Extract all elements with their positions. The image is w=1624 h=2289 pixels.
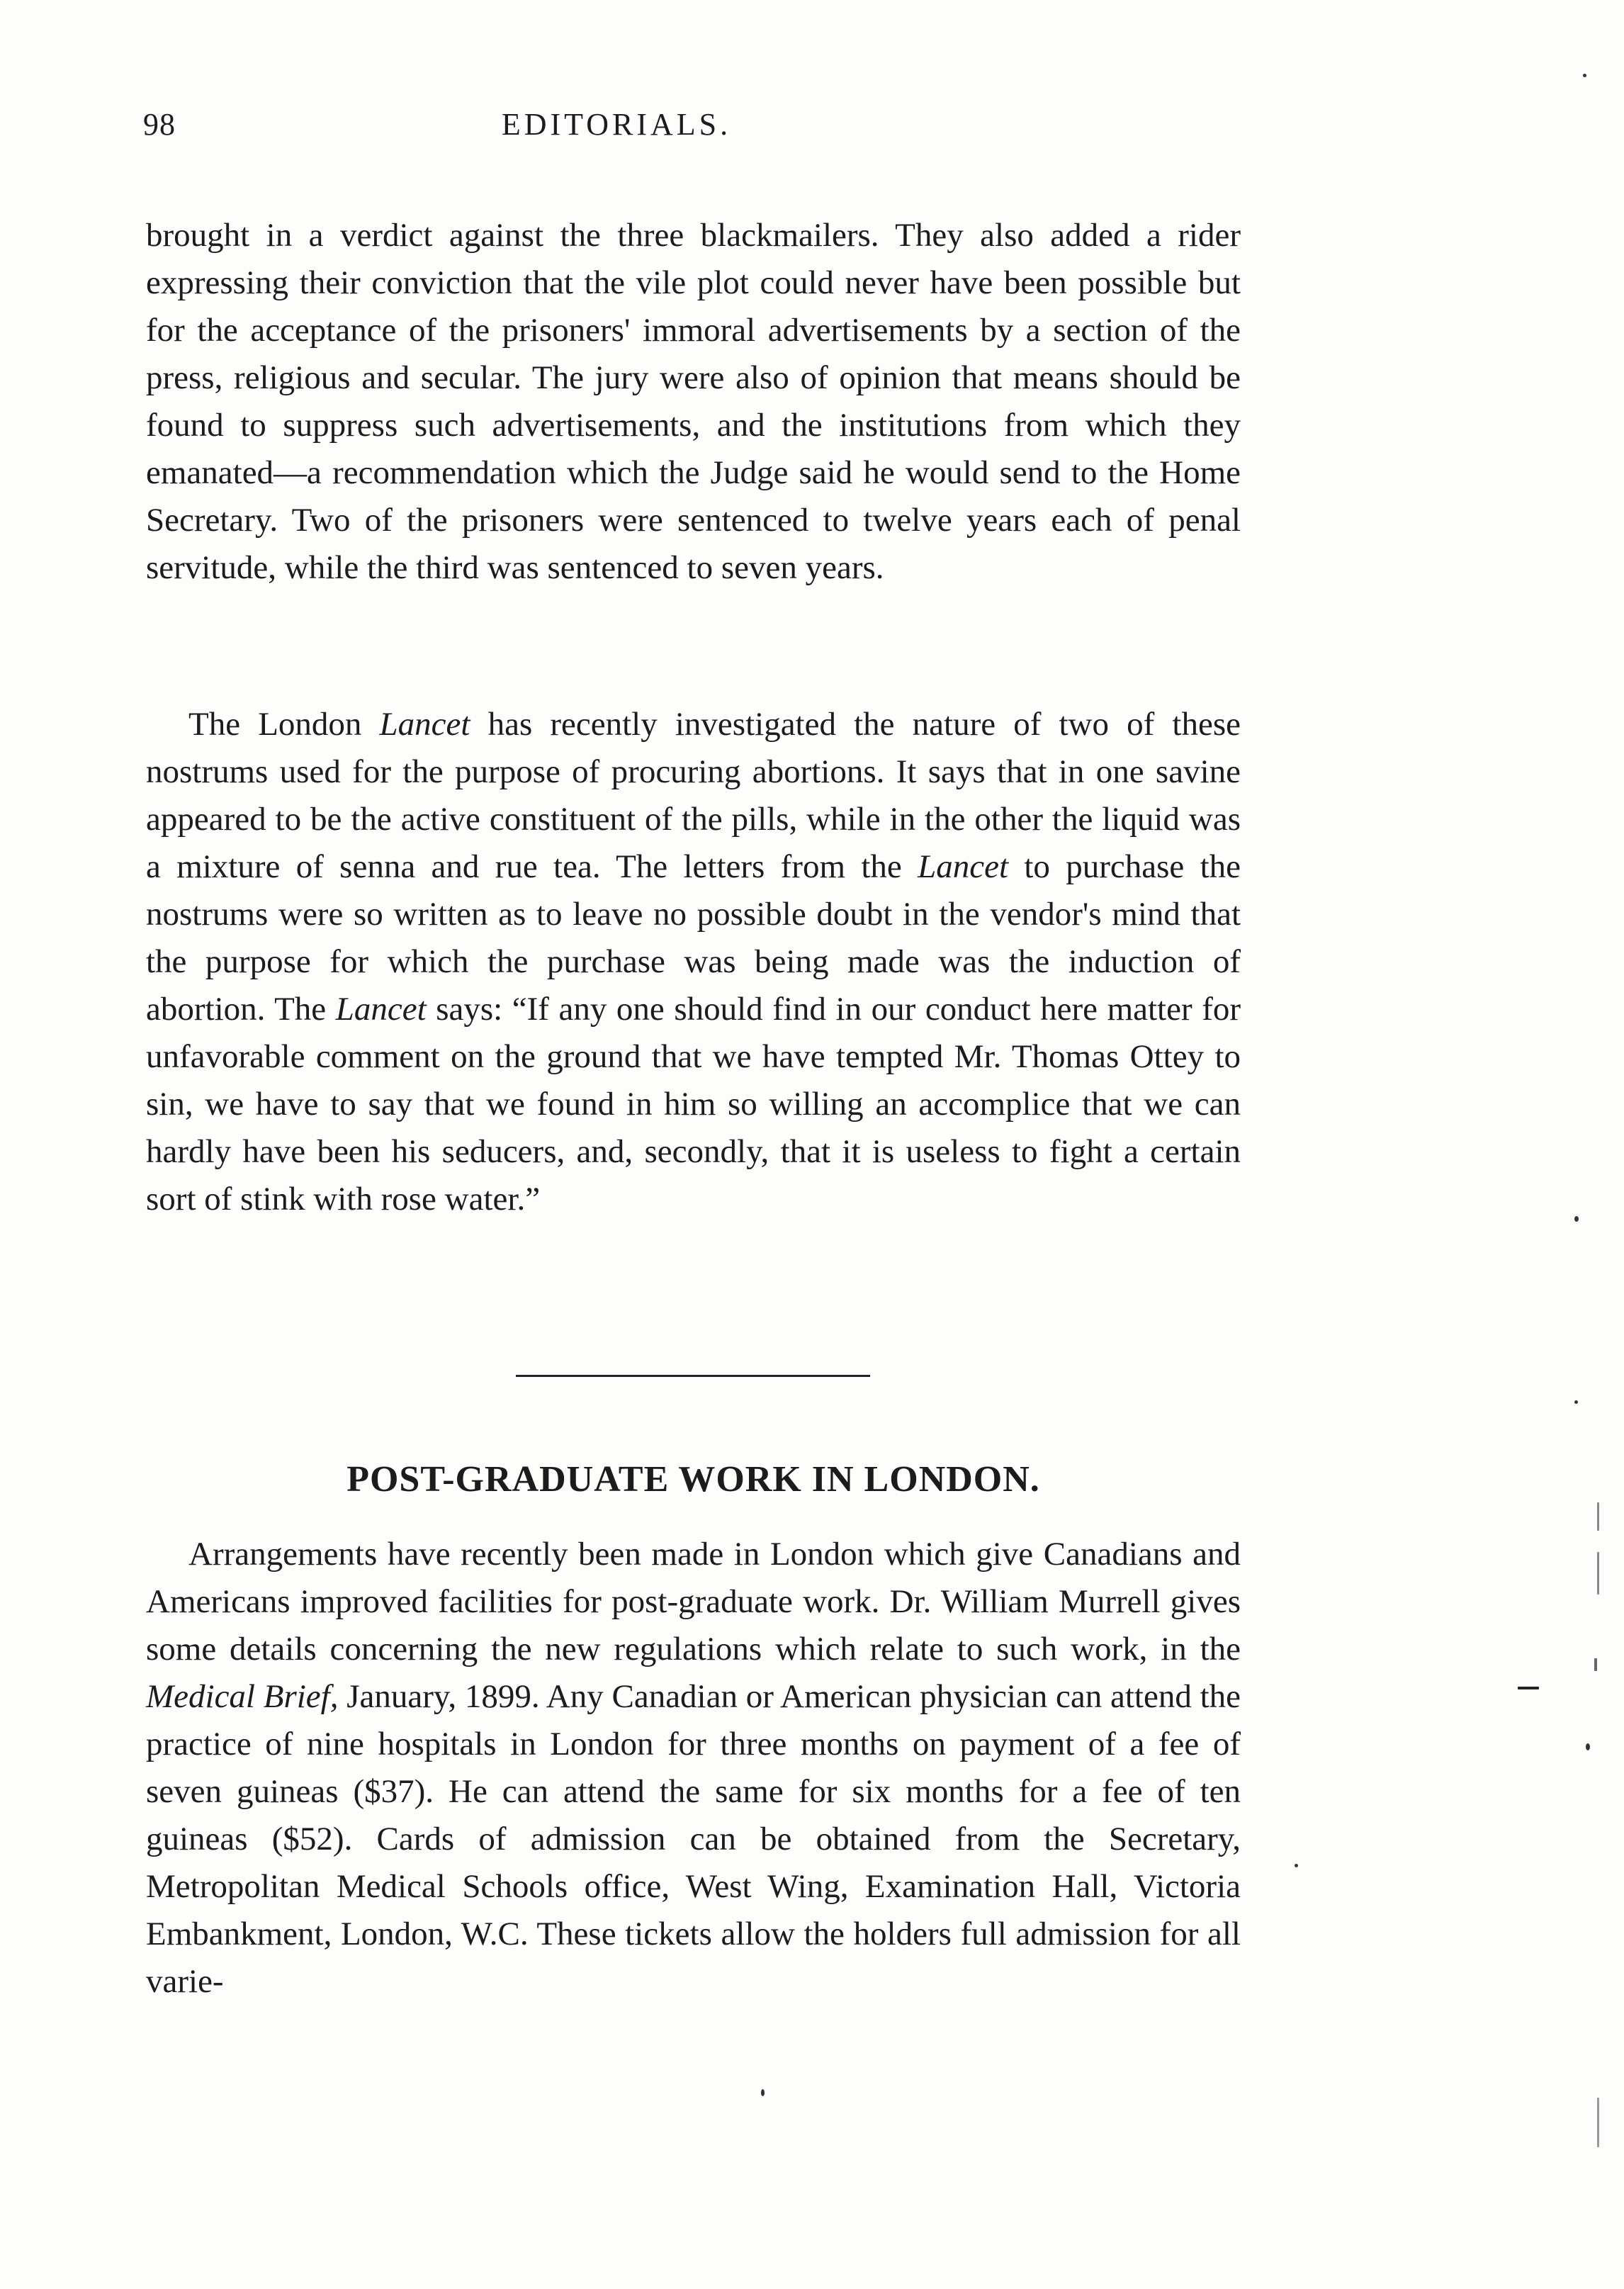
text-run: The London — [188, 706, 380, 743]
scan-speck — [1586, 1743, 1590, 1750]
scan-speck — [1597, 1552, 1599, 1595]
text-run: says: “If any one should find in our conduct here matter for unfavorable comment on the ground that we have tempted Mr. Thomas Ottey to sin, we have to say that we found in him so willing an accomplice that we can hardly have been his seducers, and, secondly, that it is useless to fight a certain sort of stink with rose water.” — [146, 991, 1241, 1217]
scan-speck — [1597, 2098, 1599, 2147]
page-number: 98 — [143, 107, 176, 142]
scan-speck — [1583, 74, 1586, 77]
journal-title-lancet: Lancet — [918, 848, 1008, 885]
journal-title-medical-brief: Medical Brief, — [146, 1678, 339, 1715]
text-run: January, 1899. Any Canadian or American physician can attend the practice of nine hospitals in London for three months on payment of a fee of seven guineas ($37). He can attend the same for six months for a fee of ten guineas ($52). Cards of admission can be obtained from the Secretary, Metropolitan Medical Schools office, West Wing, Examination Hall, Victoria Embankment, London, W.C. These tickets allow the holders full admission for all varie- — [146, 1678, 1241, 2000]
text-run: has recently investigated the nature of two of these nostrums used for the purpose of procuring abortions. It says that in one savine appeared to be the active constituent of the pills, while in the other the liquid was a mixture of senna and rue tea. The letters from the — [146, 706, 1241, 885]
article-one-paragraph-2 — [146, 701, 1241, 1223]
scan-speck — [1574, 1400, 1578, 1404]
journal-title-lancet: Lancet — [335, 991, 427, 1028]
text-run: to purchase the nostrums were so written as to leave no possible doubt in the vendor's mind that the purpose for which the purchase was being made was the induction of abortion. The — [146, 848, 1241, 1028]
scan-speck — [1597, 1502, 1599, 1531]
text-run: Arrangements have recently been made in London which give Canadians and Americans improved facilities for post-graduate work. Dr. William Murrell gives some details concerning the new regulations which relate to such work, in the — [146, 1536, 1241, 1667]
running-title: EDITORIALS. — [501, 107, 732, 142]
scan-speck — [1518, 1687, 1539, 1689]
journal-title-lancet: Lancet — [379, 706, 470, 743]
scan-speck — [761, 2089, 765, 2096]
scan-speck — [1574, 1216, 1579, 1222]
section-divider — [516, 1375, 870, 1377]
article-one-paragraph-1: brought in a verdict against the three blackmailers. They also added a rider expressing their conviction that the vile plot could never have been possible but for the acceptance of the prisoners' immoral advertisements by a section of the press, religious and secular. The jury were also of opinion that means should be found to suppress such advertisements, and the institutions from which they emanated—a recommendation which the Judge said he would send to the Home Secretary. Two of the prisoners were sentenced to twelve years each of penal servitude, while the third was sentenced to seven years. — [146, 217, 1241, 586]
article-two-paragraph-1 — [146, 1531, 1241, 2006]
section-heading: POST-GRADUATE WORK IN LONDON. — [346, 1459, 1040, 1500]
scan-speck — [1295, 1864, 1298, 1867]
scan-speck — [1594, 1658, 1597, 1671]
